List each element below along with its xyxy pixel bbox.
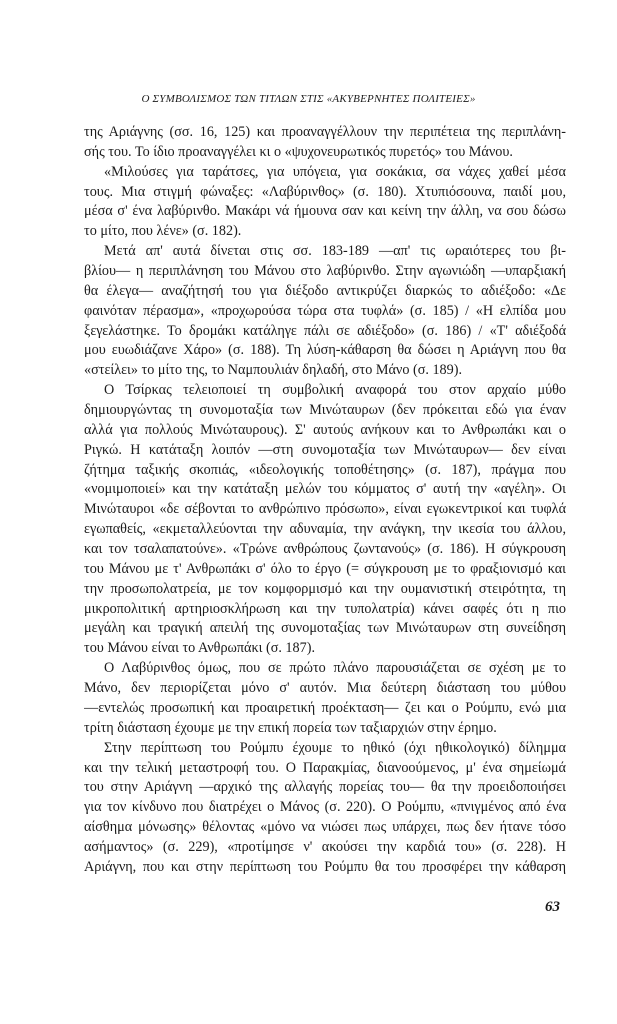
text-line: και τον τσαλαπατούνε». «Τρώνε ανθρώπους ζωντανούς» (σ. 186). Η σύγκρουση (84, 541, 566, 558)
text-line: «Μιλούσες για ταράτσες, για υπόγεια, για σοκάκια, σα νάχες χαθεί μέσα (104, 163, 566, 180)
text-line: ζήτημα ταξικής σκοπιάς, «ιδεολογικής τοποθέτησης» (σ. 187), πράγμα που (84, 461, 566, 478)
text-line: «στείλει» το μίτο της, το Ναμπουλιάν δηλαδή, στο Μάνο (σ. 189). (84, 362, 463, 379)
text-line: εγωπαθείς, «εκμεταλλεύονται την αδυναμία, την ανάγκη, την ικεσία του άλλου, (84, 521, 566, 538)
text-line: Μινώταυροι «δε σέβονται το ανθρώπινο πρόσωπο», είναι εγωκεντρικοί και τυφλά (84, 501, 566, 518)
text-line: του Μάνου είναι το Ανθρωπάκι (σ. 187). (84, 640, 315, 657)
text-line: φαινόταν πέρασμα», «προχωρούσα τώρα στα τυφλά» (σ. 185) / «Η ελπίδα μου (84, 302, 566, 319)
text-line: της Αριάγνης (σσ. 16, 125) και προαναγγέλλουν την περιπέτεια της περιπλάνη- (84, 124, 566, 140)
text-line: τρίτη διάσταση έχουμε με την επική πορεία των ταξιαρχιών στην έρημο. (84, 719, 497, 736)
text-line: αλλά για πολλούς Μινώταυρους). Σ' αυτούς ανήκουν και το Ανθρωπάκι και ο (84, 421, 566, 438)
text-line: το μίτο, που λένε» (σ. 182). (84, 223, 242, 240)
text-line: του στην Αριάγνη —αρχικό της αλλαγής πορείας του— θα την προειδοποιήσει (84, 779, 566, 796)
text-line: σής του. Το ίδιο προαναγγέλει κι ο «ψυχονευρωτικός πυρετός» του Μάνου. (84, 143, 513, 160)
text-line: Αριάγνη, που και στην περίπτωση του Ρούμπυ θα του προσφέρει την κάθαρση (84, 858, 566, 875)
text-line: θα έλεγα— αναζήτησή του για διέξοδο αντικρύζει διαρκώς το αδιέξοδο: «Δε (84, 282, 566, 299)
text-line: δημιουργώντας τη συνομοταξία των Μινώταυρων (δεν πρόκειται εδώ για έναν (84, 402, 566, 419)
text-line: Μάνο, δεν περιορίζεται μόνο σ' αυτόν. Μια δεύτερη διάσταση του μύθου (84, 680, 566, 697)
text-line: Ο Λαβύρινθος όμως, που σε πρώτο πλάνο παρουσιάζεται σε σχέση με το (104, 660, 566, 677)
text-line: τους. Μια στιγμή φώναξες: «Λαβύρινθος» (σ. 180). Χτυπιόσουνα, παιδί μου, (84, 183, 566, 200)
text-line: βλίου— η περιπλάνηση του Μάνου στο λαβύρινθο. Στην αγωνιώδη —υπαρξιακή (84, 263, 566, 280)
text-line: Μετά απ' αυτά δίνεται στις σσ. 183-189 —απ' τις ωραιότερες του βι- (104, 243, 566, 260)
text-line: την προσωπολατρεία, με τον κομφορμισμό και την ουμανιστική στειρότητα, τη (84, 580, 566, 597)
body-text (84, 123, 566, 878)
text-line: «νομιμοποιεί» και την κατάταξη μελών του κόμματος σ' αυτή την «αγέλη». Οι (84, 481, 566, 498)
text-line: του Μάνου με τ' Ανθρωπάκι σ' όλο το έργο (= σύγκρουση με το φραξιονισμό και (84, 560, 566, 577)
text-line: αίσθημα μόνωσης» θέλοντας «μόνο να νιώσει πως υπάρχει, πως δεν ήτανε τόσο (84, 819, 566, 836)
text-line: ξεγελάστηκε. Το δρομάκι κατάληγε πάλι σε αδιέξοδο» (σ. 186) / «Τ' αδιέξοδά (84, 322, 566, 339)
running-head: Ο ΣΥΜΒΟΛΙΣΜΟΣ ΤΩΝ ΤΙΤΛΩΝ ΣΤΙΣ «ΑΚΥΒΕΡΝΗΤΕΣ ΠΟΛΙΤΕΙΕΣ» (141, 93, 476, 105)
page-number: 63 (545, 899, 560, 915)
text-line: ασήμαντος» (σ. 229), «προτίμησε ν' ακούσει την καρδιά του» (σ. 228). Η (84, 838, 566, 855)
text-line: Ριγκώ. Η κατάταξη λοιπόν —στη συνομοταξία των Μινώταυρων— δεν είναι (84, 441, 566, 458)
text-line: μεγάλη και τραγική απειλή της συνομοταξίας των Μινώταυρων στη συνείδηση (84, 620, 566, 637)
text-line: και την τελική μεταστροφή του. Ο Παρακμίας, διανοούμενος, μ' ένα σημείωμά (84, 759, 566, 776)
text-line: για τον κίνδυνο που διατρέχει ο Μάνος (σ. 220). Ο Ρούμπυ, «πνιγμένος από ένα (84, 799, 566, 816)
text-line: Στην περίπτωση του Ρούμπυ έχουμε το ηθικό (όχι ηθικολογικό) δίλημμα (104, 739, 566, 756)
text-line: Ο Τσίρκας τελειοποιεί τη συμβολική αναφορά του στον αρχαίο μύθο (104, 382, 566, 399)
text-line: —εντελώς προσωπική και προαιρετική προέκταση— ζει και ο Ρούμπυ, ενώ μια (84, 699, 566, 716)
text-line: μικροπολιτική αρτηριοσκλήρωση και την τυπολατρία) κάνει σαφές ότι η πιο (84, 600, 566, 617)
text-line: μέσα σ' ένα λαβύρινθο. Μακάρι νά ήμουνα σαν και κείνη την άλλη, να σου δώσω (84, 203, 566, 220)
text-line: μου ευωδιάζανε Χάρο» (σ. 188). Τη λύση-κάθαρση θα δώσει η Αριάγνη που θα (84, 342, 566, 359)
